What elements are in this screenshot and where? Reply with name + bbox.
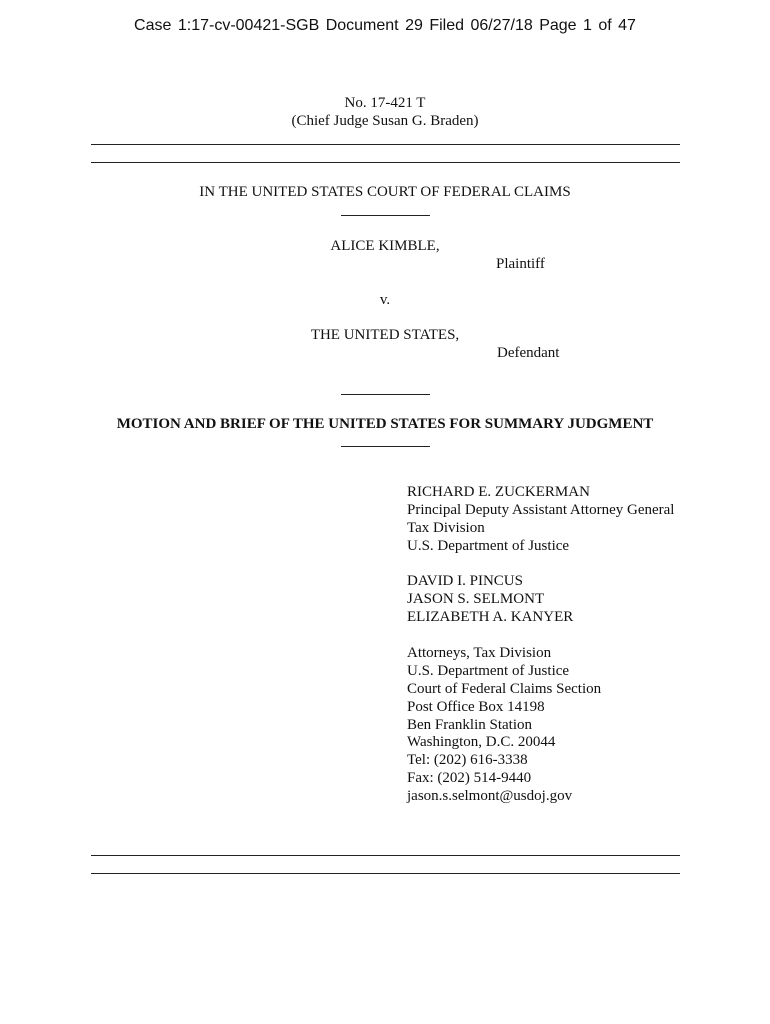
divider-bottom-1 (91, 855, 680, 856)
official-line: Principal Deputy Assistant Attorney General (407, 501, 675, 518)
defendant-role: Defendant (497, 345, 560, 361)
contact-line: Post Office Box 14198 (407, 698, 545, 715)
signature-attorneys (407, 573, 573, 627)
page-indicator: Page 1 of 47 (539, 17, 636, 34)
attorney-line: JASON S. SELMONT (407, 590, 545, 607)
contact-line: Attorneys, Tax Division (407, 645, 552, 661)
attorney-line: ELIZABETH A. KANYER (407, 608, 574, 625)
official-line: U.S. Department of Justice (407, 537, 570, 554)
versus: v. (379, 292, 391, 308)
plaintiff-name: ALICE KIMBLE, (330, 238, 440, 254)
attorney-line: DAVID I. PINCUS (407, 573, 523, 589)
contact-email: jason.s.selmont@usdoj.gov (407, 788, 573, 805)
signature-officials (407, 484, 674, 556)
divider-top-1 (91, 144, 680, 145)
filed-date: Filed 06/27/18 (429, 17, 533, 34)
contact-line: Washington, D.C. 20044 (407, 734, 556, 751)
caption-divider-1 (341, 215, 430, 216)
contact-line: Ben Franklin Station (407, 716, 532, 733)
divider-top-2 (91, 162, 680, 163)
caption-divider-3 (341, 446, 430, 447)
docket-number: No. 17-421 T (344, 95, 426, 111)
official-line: RICHARD E. ZUCKERMAN (407, 484, 590, 500)
judge-name: (Chief Judge Susan G. Braden) (291, 113, 479, 129)
document-title: MOTION AND BRIEF OF THE UNITED STATES FOR SUMMARY JUDGMENT (116, 416, 654, 432)
document-number: Document 29 (325, 17, 423, 34)
plaintiff-role: Plaintiff (496, 256, 545, 272)
court-name: IN THE UNITED STATES COURT OF FEDERAL CLAIMS (199, 184, 571, 200)
defendant-name: THE UNITED STATES, (310, 327, 460, 343)
case-number: Case 1:17-cv-00421-SGB (134, 17, 320, 34)
contact-line: Fax: (202) 514-9440 (407, 770, 532, 787)
official-line: Tax Division (407, 519, 485, 536)
contact-line: U.S. Department of Justice (407, 662, 570, 679)
signature-contact (407, 645, 601, 806)
caption-divider-2 (341, 394, 430, 395)
contact-line: Tel: (202) 616-3338 (407, 752, 528, 769)
divider-bottom-2 (91, 873, 680, 874)
ecf-header-stamp (0, 17, 770, 35)
contact-line: Court of Federal Claims Section (407, 680, 602, 697)
